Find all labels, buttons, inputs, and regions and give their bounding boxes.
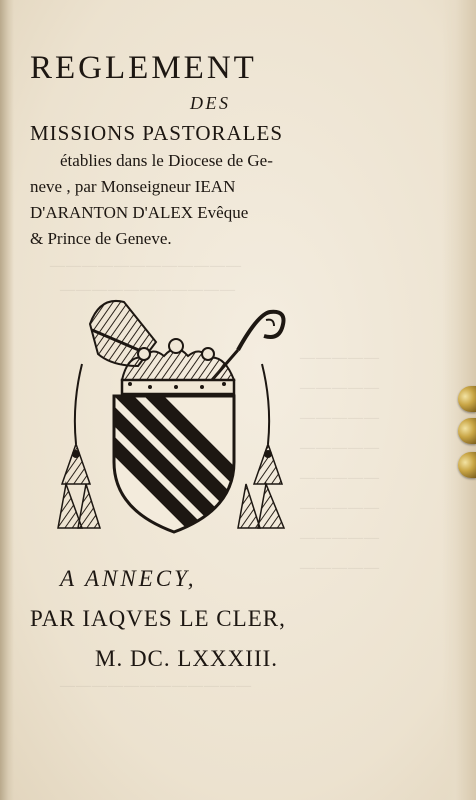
coat-of-arms-woodcut bbox=[52, 284, 292, 544]
title-page: ———————————— ——————————— ————— ————— ————— ————— ————— ————— ————— ————— ———————————— REGLEMENT DES MISSIONS PASTORALES établies dans le Diocese de Ge- neve , par Monseigneur IEAN D'ARANTON D'ALEX Evêque & Prince de Geneve. A ANNECY, PAR IAQVES LE CLER, M. DC. LXXXIII. bbox=[0, 0, 476, 800]
imprint-date: M. DC. LXXXIII. bbox=[95, 646, 279, 671]
book-heading: MISSIONS PASTORALES bbox=[30, 121, 283, 145]
book-title: REGLEMENT bbox=[30, 50, 257, 86]
body-line-4: & Prince de Geneve. bbox=[30, 229, 172, 248]
body-line-3: D'ARANTON D'ALEX Evêque bbox=[30, 203, 249, 222]
book-spine-edge bbox=[0, 0, 14, 800]
tassel-icon bbox=[58, 364, 100, 528]
tassel-icon bbox=[238, 364, 284, 528]
body-line-2: neve , par Monseigneur IEAN bbox=[30, 177, 236, 196]
imprint-printer: PAR IAQVES LE CLER, bbox=[30, 606, 286, 631]
body-line-1: établies dans le Diocese de Ge- bbox=[60, 151, 273, 170]
book-subtitle: DES bbox=[190, 93, 231, 113]
imprint-place: A ANNECY, bbox=[60, 566, 197, 591]
